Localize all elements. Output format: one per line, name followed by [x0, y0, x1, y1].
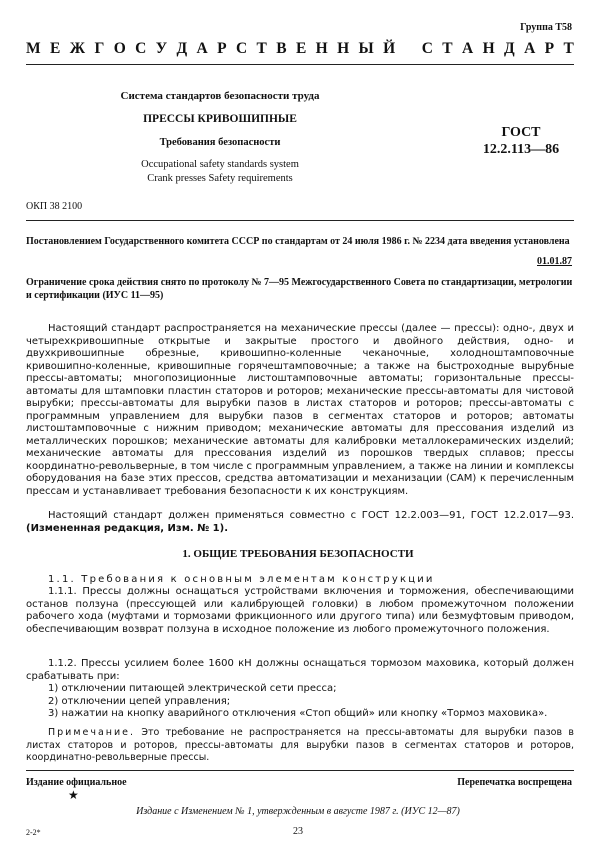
standards-system-title: Система стандартов безопасности труда: [120, 90, 320, 102]
note-paragraph: [26, 727, 574, 765]
printer-signature: 2-2*: [26, 828, 41, 837]
banner-letter: Н: [315, 40, 328, 57]
note-label: Примечание.: [48, 727, 136, 738]
footer-divider: [26, 770, 574, 771]
banner-letter: Р: [544, 40, 555, 57]
gost-label: ГОСТ: [501, 125, 541, 140]
header-divider: [26, 64, 574, 65]
clause-1-1-1: 1.1.1. Прессы должны оснащаться устройствами включения и торможения, обеспечивающими останов ползуна (прессующей или калибрующей головки) в любом промежуточном положении рабочего хода (муфтами и тормозами фрикционного или другого типа) или безмуфтовым приводом, обеспечивающим возврат ползуна в исходное положение из любого промежуточного положения.: [26, 586, 574, 635]
banner-letter: Ы: [358, 40, 374, 57]
english-title-line1: Occupational safety standards system: [141, 159, 299, 170]
banner-letter: Н: [337, 40, 350, 57]
english-title: [0, 158, 440, 186]
banner-letter: О: [113, 40, 126, 57]
document-subtitle: Требования безопасности: [159, 137, 281, 148]
gost-code: 12.2.113—86: [482, 142, 560, 157]
banner-letter: С: [235, 40, 248, 57]
banner-letter: Т: [256, 40, 267, 57]
banner-letter: А: [196, 40, 208, 57]
banner-letter: А: [462, 40, 474, 57]
clause-1-1-2: 1.1.2. Прессы усилием более 1600 кН должны оснащаться тормозом маховика, который должен срабатывать при:: [26, 658, 574, 682]
banner-letter: Г: [94, 40, 105, 57]
scope-paragraph: Настоящий стандарт распространяется на механические прессы (далее — прессы): одно-, двух и четырехкривошипные открытые и закрытые простого и двойного действия, одно- и двухкривошипные обрезные, кривошипно-коленные чеканочные, холодноштамповочные кривошипно-коленные, кривошипные горячештамповочные; а также на быстроходные вырубные прессы-автоматы; многопозиционные листоштамповочные автоматы; горизонтальные прессы-автоматы для штамповки пластин статоров и роторов; механические прессы-автоматы для чистовой вырубки; прессы-автоматы для вырубки пазов в листах статоров и роторов; прессы-автоматы с программным управлением для вырубки пазов в сегментах статоров и роторов; автоматы листоштамповочные с нижним приводом; механические автоматы для прессования изделий из металлических порошков; механические автоматы для калибровки металлокерамических изделий; механические автоматы для прессования изделий из порошков твердых сплавов; прессы координатно-револьверные, в том числе с программным управлением, а также на линии и комплексы оборудования на базе этих прессов, средства автоматизации и механизации (САМ) к перечисленным прессам и устанавливает требования безопасности к их конструкциям.: [26, 323, 574, 497]
edition-note: Издание с Изменением № 1, утвержденным в августе 1987 г. (ИУС 12—87): [136, 806, 460, 817]
related-standards-paragraph: [26, 510, 574, 535]
group-code: Группа Т58: [520, 22, 572, 33]
clause-list: [26, 683, 574, 721]
english-title-line2: Crank presses Safety requirements: [147, 173, 293, 184]
banner-letter: Р: [217, 40, 227, 57]
list-item: 2) отключении цепей управления;: [48, 695, 231, 707]
page-number: 23: [293, 826, 303, 837]
limit-removal-text: Ограничение срока действия снято по протоколу № 7—95 Межгосударственного Совета по стандартизации, метрологии и сертификации (ИУС 11—95): [26, 277, 573, 301]
banner-letter: С: [421, 40, 433, 57]
banner-letter: У: [155, 40, 168, 57]
section-heading: 1. ОБЩИЕ ТРЕБОВАНИЯ БЕЗОПАСНОСТИ: [182, 548, 414, 560]
introduction-date: 01.01.87: [537, 256, 572, 267]
banner-letter: А: [524, 40, 536, 57]
list-item: 1) отключении питающей электрической сети пресса;: [48, 683, 337, 694]
banner-letter: [405, 40, 413, 58]
okp-divider: [26, 220, 574, 221]
reprint-forbidden-label: Перепечатка воспрещена: [457, 777, 572, 788]
document-title: ПРЕССЫ КРИВОШИПНЫЕ: [143, 113, 297, 125]
gost-number: [466, 124, 576, 158]
banner-letter: Н: [482, 40, 495, 57]
banner-letter: В: [276, 40, 287, 57]
related-standards-text: Настоящий стандарт должен применяться совместно с ГОСТ 12.2.003—91, ГОСТ 12.2.017—93.: [48, 510, 574, 521]
list-item: 3) нажатии на кнопку аварийного отключения «Стоп общий» или кнопку «Тормоз маховика».: [48, 708, 548, 719]
banner-letter: Е: [50, 40, 61, 57]
banner-letter: Д: [176, 40, 188, 57]
banner-letter: Т: [563, 40, 574, 57]
revision-note: (Измененная редакция, Изм. № 1).: [26, 522, 229, 534]
okp-code: ОКП 38 2100: [26, 201, 83, 212]
subsection-heading: 1.1. Требования к основным элементам конструкции: [48, 574, 435, 585]
banner-letter: Й: [383, 40, 396, 57]
star-icon: ★: [68, 788, 79, 802]
banner-letter: Т: [442, 40, 453, 57]
banner-letter: М: [26, 40, 41, 57]
decree-text: Постановлением Государственного комитета СССР по стандартам от 24 июля 1986 г. № 2234 дата введения установлена: [26, 236, 570, 247]
banner-letter: Ж: [69, 40, 86, 57]
note-text: Это требование не распространяется на прессы-автоматы для вырубки пазов в листах статоров и роторов, прессы-автоматы для вырубки пазов в сегментах статоров и роторов, координатно-револьверные прессы.: [26, 727, 574, 763]
interstate-standard-banner: [26, 40, 574, 58]
banner-letter: С: [135, 40, 147, 57]
official-edition-label: Издание официальное: [26, 777, 127, 788]
banner-letter: Д: [504, 40, 515, 57]
banner-letter: Е: [295, 40, 307, 57]
